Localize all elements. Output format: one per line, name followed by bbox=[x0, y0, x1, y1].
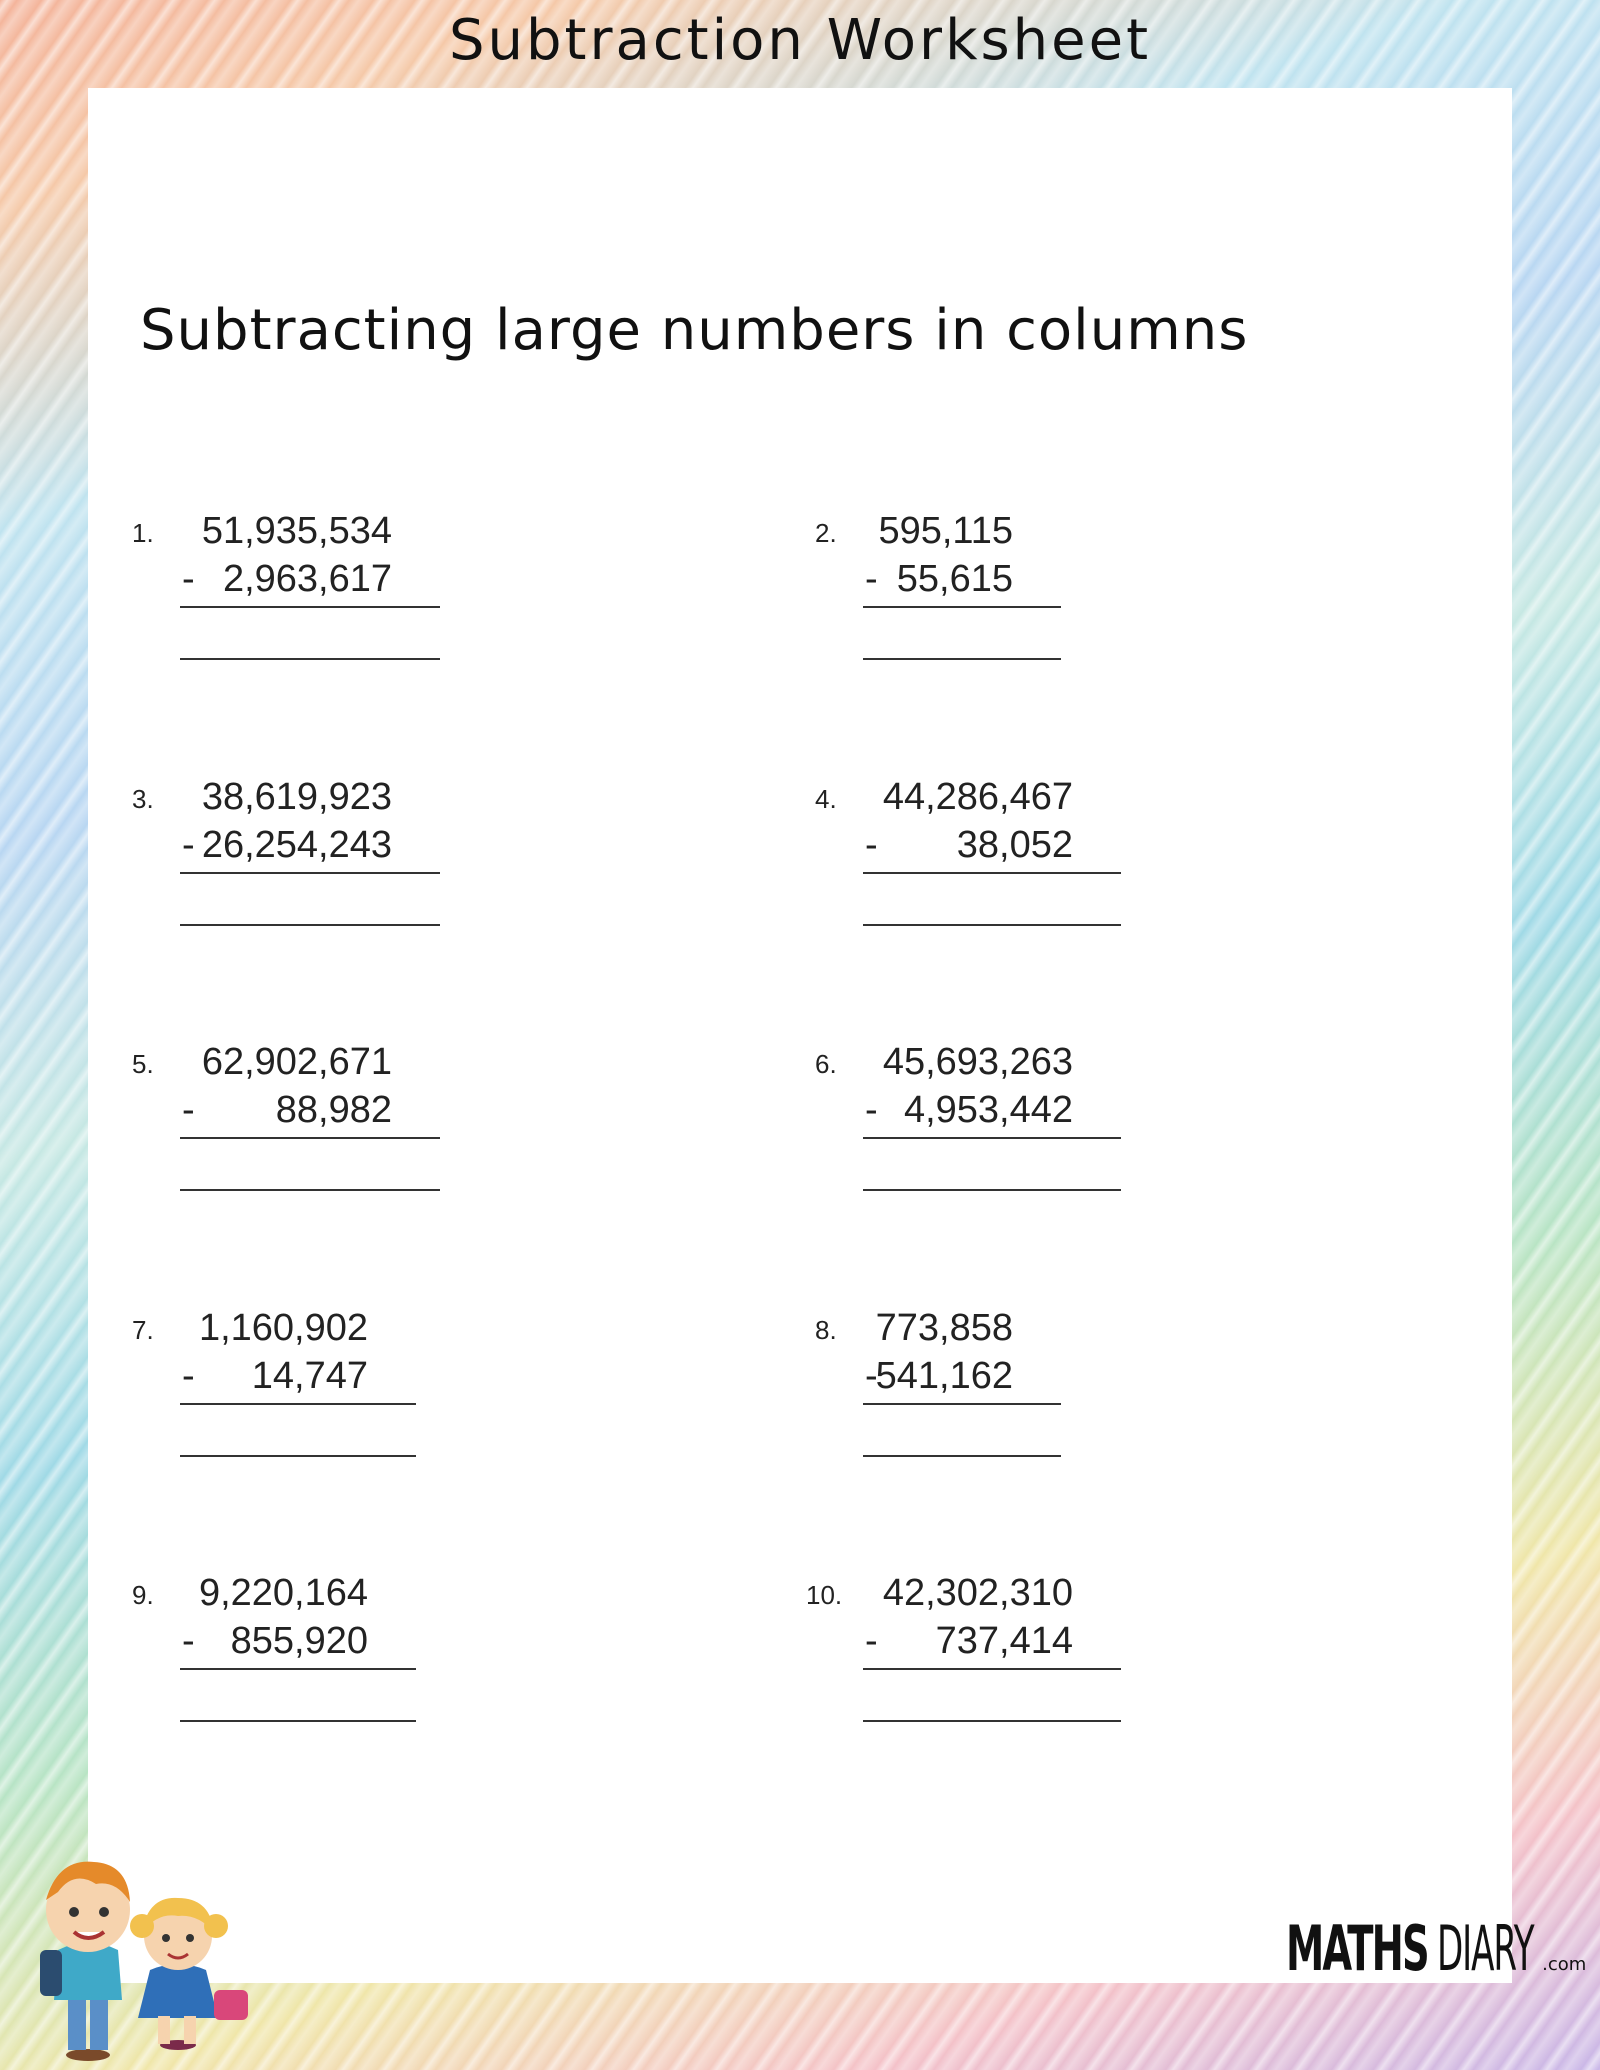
subtrahend: 88,982 bbox=[275, 1089, 392, 1131]
answer-line[interactable] bbox=[180, 1189, 440, 1191]
subtrahend: 737,414 bbox=[935, 1620, 1073, 1662]
problem-1 bbox=[132, 510, 462, 698]
minuend: 62,902,671 bbox=[201, 1041, 392, 1083]
logo-main: MATHS bbox=[1286, 1912, 1428, 1985]
logo-secondary: DIARY bbox=[1436, 1912, 1534, 1985]
subtraction-rule bbox=[863, 1137, 1121, 1139]
page-title: Subtraction Worksheet bbox=[448, 8, 1152, 73]
worksheet-subtitle: Subtracting large numbers in columns bbox=[140, 298, 1249, 363]
subtraction-rule bbox=[863, 606, 1061, 608]
problem-6 bbox=[815, 1041, 1145, 1229]
answer-line[interactable] bbox=[863, 658, 1061, 660]
subtrahend: 855,920 bbox=[230, 1620, 368, 1662]
problem-number: 9. bbox=[132, 1580, 154, 1610]
girl-figure bbox=[130, 1898, 248, 2050]
subtrahend: 38,052 bbox=[956, 824, 1073, 866]
answer-line[interactable] bbox=[863, 1189, 1121, 1191]
problem-number: 3. bbox=[132, 784, 154, 814]
minus-sign: - bbox=[182, 1355, 195, 1397]
minus-sign: - bbox=[182, 558, 195, 600]
problem-3 bbox=[132, 776, 462, 964]
minuend: 595,115 bbox=[878, 510, 1013, 552]
answer-line[interactable] bbox=[180, 1720, 416, 1722]
minuend: 38,619,923 bbox=[201, 776, 392, 818]
problem-number: 10. bbox=[806, 1580, 843, 1610]
problem-5 bbox=[132, 1041, 462, 1229]
answer-line[interactable] bbox=[180, 1455, 416, 1457]
problem-number: 7. bbox=[132, 1315, 154, 1345]
subtraction-rule bbox=[180, 872, 440, 874]
problem-9 bbox=[132, 1572, 462, 1760]
subtraction-rule bbox=[180, 1668, 416, 1670]
minuend: 1,160,902 bbox=[198, 1307, 368, 1349]
problem-number: 1. bbox=[132, 518, 154, 548]
subtrahend: 2,963,617 bbox=[222, 558, 392, 600]
minuend: 42,302,310 bbox=[882, 1572, 1073, 1614]
minuend: 773,858 bbox=[875, 1307, 1013, 1349]
answer-line[interactable] bbox=[863, 1455, 1061, 1457]
subtrahend: 4,953,442 bbox=[903, 1089, 1073, 1131]
boy-figure bbox=[40, 1862, 130, 2061]
minus-sign: - bbox=[865, 824, 878, 866]
kids-illustration bbox=[18, 1840, 258, 2062]
worksheet-sheet bbox=[88, 88, 1512, 1983]
subtrahend: 541,162 bbox=[875, 1355, 1013, 1397]
minuend: 51,935,534 bbox=[201, 510, 392, 552]
subtrahend: 55,615 bbox=[896, 558, 1013, 600]
minuend: 45,693,263 bbox=[882, 1041, 1073, 1083]
answer-line[interactable] bbox=[863, 924, 1121, 926]
problem-4 bbox=[815, 776, 1145, 964]
problem-number: 5. bbox=[132, 1049, 154, 1079]
subtraction-rule bbox=[180, 606, 440, 608]
problem-10 bbox=[806, 1572, 1136, 1760]
minus-sign: - bbox=[865, 1355, 878, 1397]
subtraction-rule bbox=[863, 872, 1121, 874]
subtrahend: 14,747 bbox=[251, 1355, 368, 1397]
problem-8 bbox=[815, 1307, 1145, 1495]
subtraction-rule bbox=[863, 1403, 1061, 1405]
minus-sign: - bbox=[865, 558, 878, 600]
problem-number: 8. bbox=[815, 1315, 837, 1345]
problem-number: 4. bbox=[815, 784, 837, 814]
minuend: 9,220,164 bbox=[198, 1572, 368, 1614]
answer-line[interactable] bbox=[863, 1720, 1121, 1722]
answer-line[interactable] bbox=[180, 924, 440, 926]
minus-sign: - bbox=[182, 1620, 195, 1662]
problem-number: 6. bbox=[815, 1049, 837, 1079]
problem-2 bbox=[815, 510, 1145, 698]
subtraction-rule bbox=[180, 1403, 416, 1405]
subtrahend: 26,254,243 bbox=[201, 824, 392, 866]
minus-sign: - bbox=[865, 1089, 878, 1131]
problem-7 bbox=[132, 1307, 462, 1495]
minus-sign: - bbox=[865, 1620, 878, 1662]
problem-number: 2. bbox=[815, 518, 837, 548]
minuend: 44,286,467 bbox=[882, 776, 1073, 818]
minus-sign: - bbox=[182, 824, 195, 866]
mathsdiary-logo bbox=[1286, 1912, 1586, 1985]
minus-sign: - bbox=[182, 1089, 195, 1131]
logo-suffix: .com bbox=[1542, 1954, 1587, 1975]
answer-line[interactable] bbox=[180, 658, 440, 660]
subtraction-rule bbox=[180, 1137, 440, 1139]
subtraction-rule bbox=[863, 1668, 1121, 1670]
